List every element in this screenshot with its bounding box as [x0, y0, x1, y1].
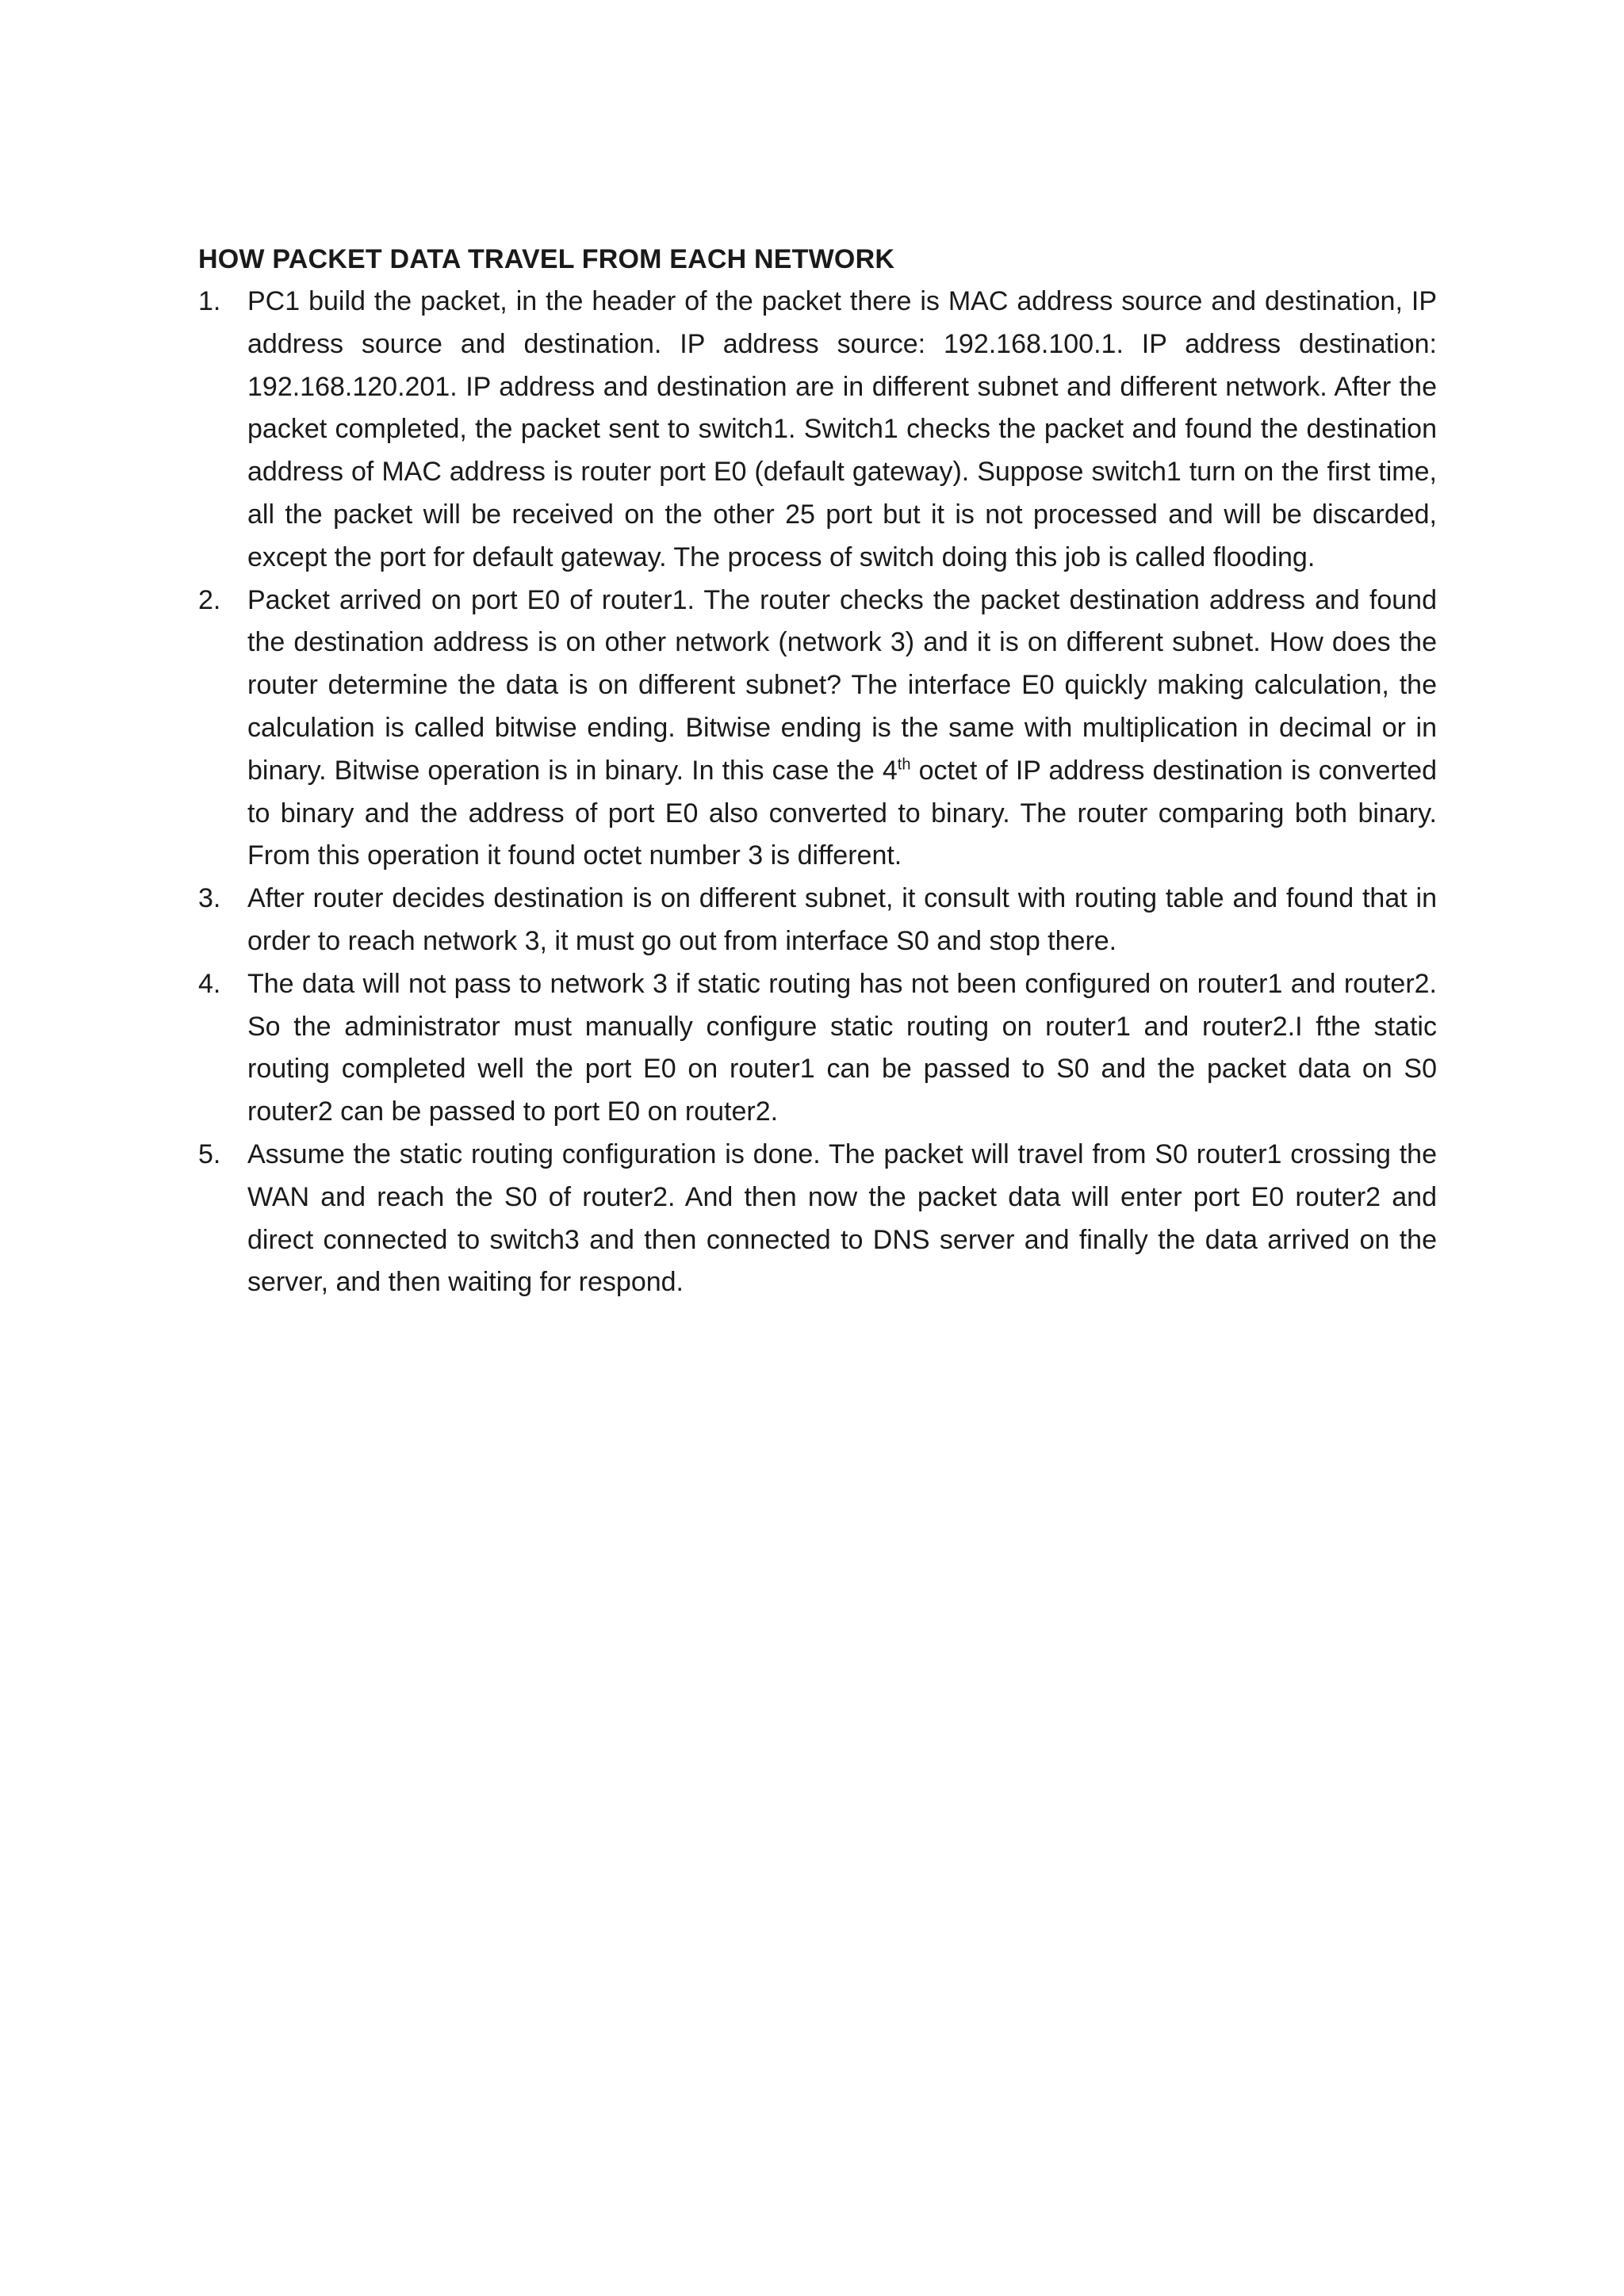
- ordinal-superscript: th: [897, 756, 911, 774]
- numbered-list: [198, 281, 1437, 1304]
- list-item-text: The data will not pass to network 3 if static routing has not been configured on router1 and router2. So the administrator must manually configure static routing on router1 and router2.I fthe static routing completed well the port E0 on router1 can be passed to S0 and the packet data on S0 router2 can be passed to port E0 on router2.: [247, 968, 1437, 1127]
- list-item-number: 3.: [198, 883, 221, 914]
- list-item: [198, 963, 1437, 1134]
- document-body: [198, 238, 1437, 1304]
- list-item-text-continued: octet of IP address destination is converted to binary and the address of port E0 also converted to binary. The router comparing both binary. From this operation it found octet number 3 is different.: [247, 755, 1438, 871]
- list-item: [198, 1134, 1437, 1304]
- list-item-number: 2.: [198, 584, 221, 615]
- document-heading: HOW PACKET DATA TRAVEL FROM EACH NETWORK: [198, 244, 895, 274]
- list-item: [198, 281, 1437, 580]
- list-item-number: 1.: [198, 286, 221, 316]
- list-item-text: Assume the static routing configuration is done. The packet will travel from S0 router1 crossing the WAN and reach the S0 of router2. And then now the packet data will enter port E0 router2 and direct connected to switch3 and then connected to DNS server and finally the data arrived on the server, and then waiting for respond.: [247, 1138, 1437, 1298]
- list-item-number: 5.: [198, 1138, 221, 1169]
- list-item-text: PC1 build the packet, in the header of the packet there is MAC address source and destination, IP address source and destination. IP address source: 192.168.100.1. IP address destination: 192.168.120.201. IP address and destination are in different subnet and different network. After the packet completed, the packet sent to switch1. Switch1 checks the packet and found the destination address of MAC address is router port E0 (default gateway). Suppose switch1 turn on the first time, all the packet will be received on the other 25 port but it is not processed and will be discarded, except the port for default gateway. The process of switch doing this job is called flooding.: [247, 286, 1437, 572]
- list-item-text: After router decides destination is on different subnet, it consult with routing table and found that in order to reach network 3, it must go out from interface S0 and stop there.: [247, 883, 1437, 956]
- list-item-text: Packet arrived on port E0 of router1. The router checks the packet destination address and found the destination address is on other network (network 3) and it is on different subnet. How does the router determine the data is on different subnet? The interface E0 quickly making calculation, the calculation is called bitwise ending. Bitwise ending is the same with multiplication in decimal or in binary. Bitwise operation is in binary. In this case the 4: [247, 584, 1437, 786]
- list-item: [198, 580, 1437, 878]
- list-item-number: 4.: [198, 968, 221, 999]
- list-item: [198, 878, 1437, 963]
